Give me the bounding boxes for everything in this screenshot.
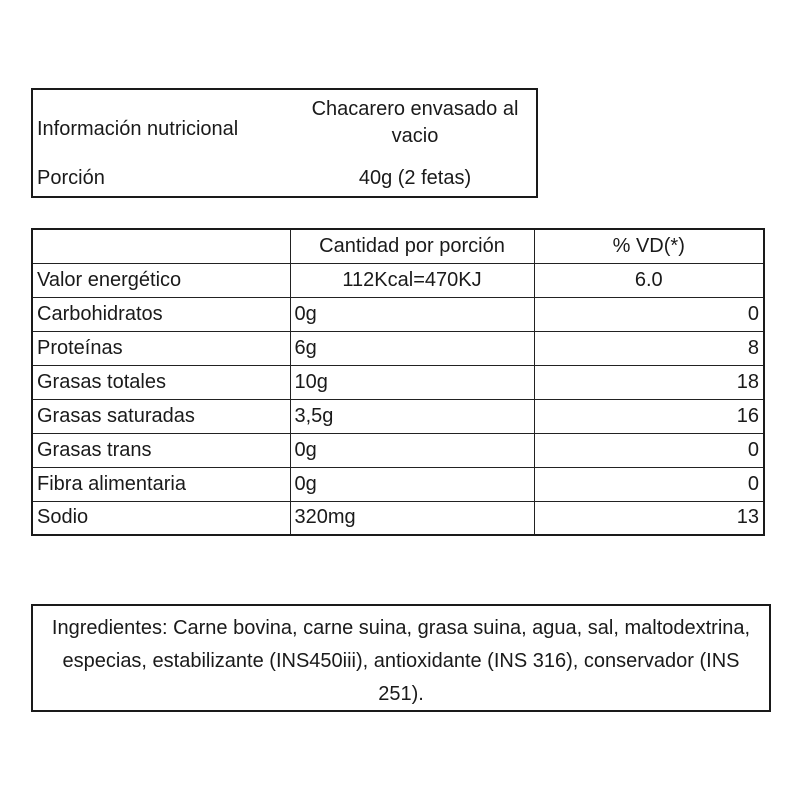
table-row [32, 331, 764, 365]
header-amount-cell: Cantidad por porción [290, 229, 534, 263]
nutrient-amount: 3,5g [290, 399, 534, 433]
nutrient-name: Sodio [32, 501, 290, 535]
nutrient-vd: 16 [534, 399, 764, 433]
ingredients-box [31, 604, 771, 712]
table-row [32, 433, 764, 467]
nutrient-name: Grasas trans [32, 433, 290, 467]
portion-label: Porción [37, 167, 105, 189]
product-name: Chacarero envasado al vacio [311, 98, 519, 147]
nutrient-amount: 10g [290, 365, 534, 399]
nutrient-amount: 112Kcal=470KJ [290, 263, 534, 297]
nutrient-name: Valor energético [32, 263, 290, 297]
nutrient-vd: 0 [534, 297, 764, 331]
nutrient-vd: 18 [534, 365, 764, 399]
table-row [32, 365, 764, 399]
nutrient-amount: 6g [290, 331, 534, 365]
nutrition-info-label: Información nutricional [37, 118, 239, 140]
nutrition-table [31, 228, 765, 536]
table-header-row [32, 229, 764, 263]
table-row [32, 501, 764, 535]
table-row [32, 297, 764, 331]
portion-value: 40g (2 fetas) [358, 167, 472, 189]
nutrient-amount: 0g [290, 297, 534, 331]
nutrient-name: Fibra alimentaria [32, 467, 290, 501]
nutrient-amount: 320mg [290, 501, 534, 535]
nutrient-vd: 13 [534, 501, 764, 535]
header-name-cell [32, 229, 290, 263]
product-header-box [31, 88, 538, 198]
nutrient-vd: 0 [534, 467, 764, 501]
nutrient-name: Carbohidratos [32, 297, 290, 331]
nutrient-amount: 0g [290, 433, 534, 467]
nutrient-vd: 0 [534, 433, 764, 467]
nutrient-name: Grasas saturadas [32, 399, 290, 433]
header-vd-cell: % VD(*) [534, 229, 764, 263]
table-row [32, 263, 764, 297]
nutrient-name: Grasas totales [32, 365, 290, 399]
nutrient-vd: 6.0 [534, 263, 764, 297]
table-row [32, 467, 764, 501]
nutrient-vd: 8 [534, 331, 764, 365]
ingredients-text: Ingredientes: Carne bovina, carne suina, grasa suina, agua, sal, maltodextrina, especias, estabilizante (INS450iii), antioxidante (INS 316), conservador (INS 251). [51, 617, 751, 705]
nutrient-amount: 0g [290, 467, 534, 501]
table-row [32, 399, 764, 433]
nutrient-name: Proteínas [32, 331, 290, 365]
